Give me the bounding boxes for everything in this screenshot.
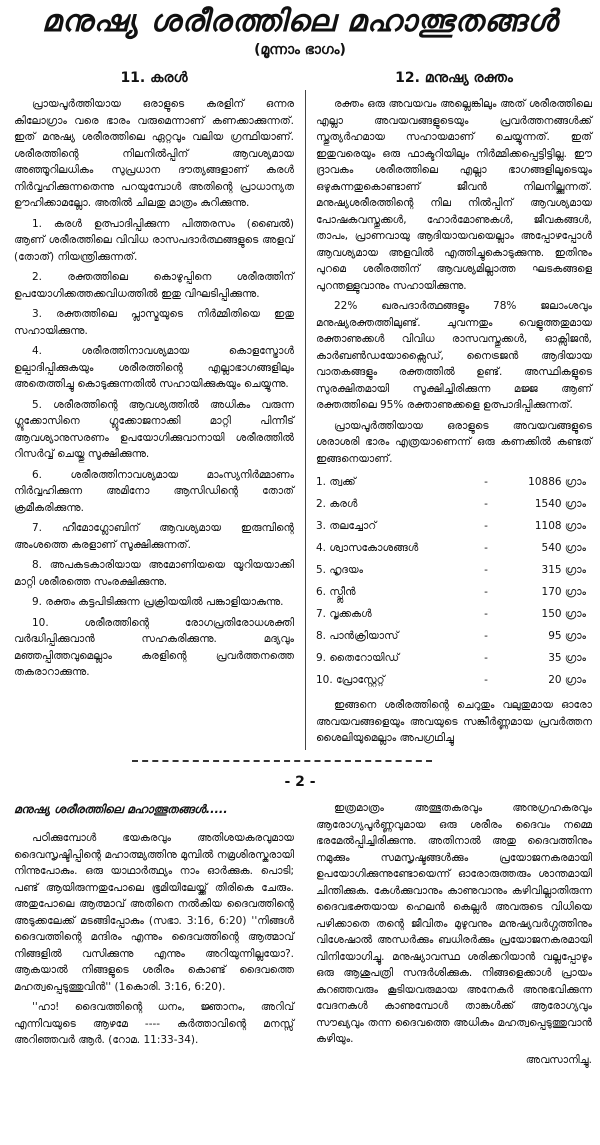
organ-name: 5. ഹൃദയം [316,563,364,576]
organ-weight-table [316,471,586,691]
right-column [316,68,592,751]
bottom-right-paragraph-1: ഇത്രമാത്രം അത്ഭുതകരവും അനുഗ്രഹകരവും ആരോഗ്യപൂർണ്ണവുമായ ഒരു ശരീരം ദൈവം നമ്മെ ഭരമേൽപ്പിച്ചിരിക്കുന്നു. അതിനാൽ അതു ദൈവത്തിനും നമുക്കും സമസൃഷ്ടങ്ങൾക്കും പ്രയോജനകരമായി ഉപയോഗിക്കുന്നുണ്ടോയെന്ന് ഓരോരുത്തരും ശാന്തമായി ചിന്തിക്കുക. കേൾക്കുവാനും കാണുവാനും കഴിവില്ലാതിരുന്ന ദൈവഭക്തയായ ഹെലൻ കെല്ലർ അവരുടെ വിധിയെ പഴിക്കാതെ തന്റെ ജീവിതം മുഴുവനും മനുഷ്യവർഗ്ഗത്തിനും വിശേഷാൽ അന്ധർക്കും ബധിരർക്കും പ്രയോജനകരമായി വിനിയോഗിച്ചു. മനുഷ്യാവസ്ഥ ശരിക്കറിയാൻ വല്ലപ്പോഴും ഒരു ആശുപത്രി സന്ദർശിക്കുക. നിങ്ങളെക്കാൾ പ്രായം കുറഞ്ഞവരും കൂടിയവരുമായ അനേകർ അനുഭവിക്കുന്ന വേദനകൾ കാണുമ്പോൾ താങ്കൾക്ക് ആരോഗ്യവും സൗഖ്യവും തന്ന ദൈവത്തെ അധികം മഹത്വപ്പെടുത്തുവാൻ കഴിയും. [316,802,592,1045]
organ-name: 1. ത്വക്ക് [316,475,356,488]
bottom-left-paragraph-1: പഠിക്കുമ്പോൾ ഭയകരവും അതിശയകരവുമായ ദൈവസൃഷ്ടിപ്പിന്റെ മഹാത്മ്യത്തിനു മുമ്പിൽ നമ്രശിരസ്കരായി നിന്നുപോകും. ഒരു യാഥാർത്ഥ്യം നാം ഓർക്കുക. പൊടി; പണ്ട് ആയിരുന്നതുപോലെ ഭൂമിയിലേയ്ക്ക് തിരികെ ചേരും. അതുപോലെ ആത്മാവ് അതിനെ നൽകിയ ദൈവത്തിന്റെ അടുക്കലേക്ക് മടങ്ങിപ്പോകും (സഭാ. 3:16, 6:20) ''നിങ്ങൾ ദൈവത്തിന്റെ മന്ദിരം എന്നും ദൈവത്തിന്റെ ആത്മാവ് നിങ്ങളിൽ വസിക്കുന്നു എന്നും അറിയുന്നില്ലയോ?. ആകയാൽ നിങ്ങളുടെ ശരീരം കൊണ്ട് ദൈവത്തെ മഹത്വപ്പെടുത്തുവിൻ'' (1കൊരി. 3:16, 6:20). [14,832,294,993]
blood-paragraph-4: ഇങ്ങനെ ശരീരത്തിന്റെ ചെറുതും വലുതുമായ ഓരോ അവയവങ്ങളെയും അവയുടെ സങ്കീർണ്ണമായ പ്രവർത്തന ശൈലിയുമെല്ലാം അപഗ്രഥിച്ചു [316,699,592,744]
bottom-right-column [316,800,592,1072]
organ-dash: - [484,607,488,620]
left-column [14,68,294,685]
organ-weight-value: 1540 ഗ്രാം [534,497,586,510]
running-header: മനുഷ്യ ശരീരത്തിലെ മഹാത്ഭുതങ്ങൾ..... [14,802,228,816]
organ-weight-row [316,559,586,581]
organ-weight-value: 170 ഗ്രാം [541,585,586,598]
page-number: - 2 - [284,774,316,790]
blood-paragraph-3: പ്രായപൂർത്തിയായ ഒരാളുടെ അവയവങ്ങളുടെ ശരാശരി ഭാരം എത്രയാണെന്ന് ഒരു കണക്കിൽ കണ്ടത് ഇങ്ങനെയാണ്. [316,419,592,465]
liver-list-item: 5. ശരീരത്തിന്റെ ആവശ്യത്തിൽ അധികം വരുന്ന ഗ്ലൂക്കോസിനെ ഗ്ലൂക്കോജനാക്കി മാറ്റി പിന്നീട് ആവശ്യാനുസരണം ഉപയോഗിക്കുവാനായി ശരീരത്തിൽ റിസർവ്വ് ചെയ്തു സൂക്ഷിക്കുന്നു. [14,398,294,460]
organ-weight-value: 95 ഗ്രാം [548,629,586,642]
liver-list-item: 8. അപകടകാരിയായ അമോണിയയെ യൂറിയയാക്കി മാറ്റി ശരീരത്തെ സംരക്ഷിക്കുന്നു. [14,559,294,588]
article-title: മനുഷ്യ ശരീരത്തിലെ മഹാത്ഭുതങ്ങൾ [41,4,559,39]
organ-dash: - [484,651,488,664]
organ-name: 2. കരൾ [316,497,358,510]
liver-list-item: 7. ഹീമോഗ്ലോബിന് ആവശ്യമായ ഇരുമ്പിന്റെ അംശത്തെ കരളാണ് സൂക്ഷിക്കുന്നത്. [14,522,294,551]
article-subtitle: (മൂന്നാം ഭാഗം) [254,42,346,58]
organ-weight-value: 20 ഗ്രാം [548,673,586,686]
bottom-left-paragraph-2: ''ഹാ! ദൈവത്തിന്റെ ധനം, ജ്ഞാനം, അറിവ് എന്നിവയുടെ ആഴമേ ---- കർത്താവിന്റെ മനസ്സ് അറിഞ്ഞവർ ആർ. (റോമ. 11:33-34). [14,1001,294,1046]
blood-paragraph-1: രക്തം ഒരു അവയവം അല്ലെങ്കിലും അത് ശരീരത്തിലെ എല്ലാ അവയവങ്ങളുടെയും പ്രവർത്തനങ്ങൾക്ക് സ്തുത്യർഹമായ സഹായമാണ് ചെയ്യുന്നത്. ഇത് ഇതുവരെയും ഒരു ഫാക്ടറിയിലും നിർമ്മിക്കപ്പെട്ടിട്ടില്ല. ഈ ദ്രാവകം ശരീരത്തിലെ എല്ലാ ഭാഗങ്ങളിലൂടെയും ഒഴുകുന്നതുകൊണ്ടാണ് ജീവൻ നിലനില്ക്കുന്നത്. മനുഷ്യശരീരത്തിന്റെ നില നിൽപ്പിന് ആവശ്യമായ പോഷകവസ്തുക്കൾ, ഹോർമോണുകൾ, ജീവകങ്ങൾ, താപം, പ്രാണവായു ആദിയായവയെല്ലാം അപ്പോഴപ്പോൾ ആവശ്യമായ അളവിൽ എത്തിച്ചുകൊടുക്കുന്നു. ഇതിനും പുറമെ ശരീരത്തിന് ആവശ്യമില്ലാത്ത ഘടകങ്ങളെ പുറന്തള്ളുവാനും സഹായിക്കുന്നു. [316,98,592,292]
liver-list-item: 1. കരൾ ഉത്പാദിപ്പിക്കുന്ന പിത്തരസം (ബൈൽ) ആണ് ശരീരത്തിലെ വിവിധ രാസപദാർത്ഥങ്ങളുടെ അളവ് (തോത്) നിയന്ത്രിക്കുന്നത്. [14,217,294,263]
liver-list-item: 2. രക്തത്തിലെ കൊഴുപ്പിനെ ശരീരത്തിന് ഉപയോഗിക്കത്തക്കവിധത്തിൽ ഇതു വിഘടിപ്പിക്കുന്നു. [14,271,294,300]
organ-dash: - [484,585,488,598]
organ-weight-row [316,515,586,537]
liver-list-item: 10. ശരീരത്തിന്റെ രോഗപ്രതിരോധശക്തി വർദ്ധിപ്പിക്കുവാൻ സഹകരിക്കുന്നു. മദ്യവും മഞ്ഞപ്പിത്തവുമെല്ലാം കരളിന്റെ പ്രവർത്തനത്തെ തകരാറാക്കുന്നു. [14,616,294,678]
organ-name: 9. തൈറോയിഡ് [316,651,400,664]
liver-intro: പ്രായപൂർത്തിയായ ഒരാളുടെ കരളിന് ഒന്നര കിലോഗ്രാം വരെ ഭാരം വരുമെന്നാണ് കണക്കാക്കുന്നത്. ഇത് മനുഷ്യ ശരീരത്തിലെ ഏറ്റവും വലിയ ഗ്രന്ഥിയാണ്. ശരീരത്തിന്റെ നിലനിൽപ്പിന് ആവശ്യമായ അഞ്ഞൂറിലധികം സുപ്രധാന ദൗത്യങ്ങളാണ് കരൾ നിർവ്വഹിക്കുന്നതെന്നു പറയുമ്പോൾ അതിന്റെ പ്രാധാന്യത ഊഹിക്കാമല്ലോ. അതിൽ ചിലതു മാത്രം കുറിക്കുന്നു. [14,98,294,209]
blood-paragraph-2: 22% ഖരപദാർത്ഥങ്ങളും 78% ജലാംശവും മനുഷ്യരക്തത്തിലുണ്ട്. ചുവന്നതും വെളുത്തതുമായ രക്താണുക്കൾ വിവിധ രാസവസ്തുക്കൾ, ഓക്സിജൻ, കാർബൺഡയോക്സൈഡ്, നൈട്രജൻ ആദിയായ വാതകങ്ങളും രക്തത്തിൽ ഉണ്ട്. അസ്ഥികളുടെ സുരക്ഷിതമായി സൂക്ഷിച്ചിരിക്കുന്ന മജ്ജ ആണ് രക്തത്തിലെ 95% രക്താണുക്കളെ ഉത്പാദിപ്പിക്കുന്നത്. [316,300,592,411]
organ-dash: - [484,541,488,554]
liver-list [14,216,294,681]
organ-dash: - [484,673,488,686]
organ-dash: - [484,497,488,510]
closing-note: അവസാനിച്ചു. [525,1053,592,1066]
organ-weight-row [316,603,586,625]
organ-weight-value: 540 ഗ്രാം [541,541,586,554]
bottom-left-column [14,800,294,1053]
section-heading-blood: 12. മനുഷ്യ രക്തം [395,70,513,86]
column-divider [305,90,306,750]
liver-list-item: 6. ശരീരത്തിനാവശ്യമായ മാംസ്യനിർമ്മാണം നിർവ്വഹിക്കുന്ന അമിനോ ആസിഡിന്റെ തോത് ക്രമീകരിക്കുന്നു. [14,468,294,514]
organ-dash: - [484,519,488,532]
organ-name: 10. പ്രോസ്റ്റേറ്റ് [316,673,385,686]
organ-dash: - [484,563,488,576]
organ-weight-row [316,647,586,669]
organ-weight-row [316,493,586,515]
organ-weight-row [316,471,586,493]
organ-weight-value: 315 ഗ്രാം [541,563,586,576]
organ-dash: - [484,629,488,642]
liver-list-item: 4. ശരീരത്തിനാവശ്യമായ കൊളസ്ട്രോൾ ഉല്പാദിപ്പിക്കുകയും ശരീരത്തിന്റെ എല്ലാഭാഗങ്ങളിലും അതെത്തിച്ചു കൊടുക്കുന്നതിൽ സഹായിക്കുകയും ചെയ്യുന്നു. [14,345,294,390]
organ-dash: - [484,475,488,488]
organ-weight-value: 1108 ഗ്രാം [534,519,586,532]
organ-name: 8. പാൻക്രിയാസ് [316,629,399,642]
organ-name: 6. സ്പ്ലീൻ [316,585,356,598]
organ-weight-row [316,669,586,691]
organ-weight-row [316,581,586,603]
organ-weight-row [316,537,586,559]
organ-weight-value: 150 ഗ്രാം [541,607,586,620]
organ-name: 4. ശ്വാസകോശങ്ങൾ [316,541,419,554]
organ-weight-value: 10886 ഗ്രാം [528,475,586,488]
liver-list-item: 3. രക്തത്തിലെ പ്ലാസ്മയുടെ നിർമ്മിതിയെ ഇതു സഹായിക്കുന്നു. [14,308,294,337]
section-heading-liver: 11. കരൾ [120,70,188,86]
organ-weight-value: 35 ഗ്രാം [548,651,586,664]
organ-weight-row [316,625,586,647]
organ-name: 3. തലച്ചോറ് [316,519,377,532]
organ-name: 7. വൃക്കകൾ [316,607,372,620]
liver-list-item: 9. രക്തം കട്ടപിടിക്കുന്ന പ്രക്രിയയിൽ പങ്കാളിയാകുന്നു. [32,596,284,608]
page-divider [132,760,432,762]
